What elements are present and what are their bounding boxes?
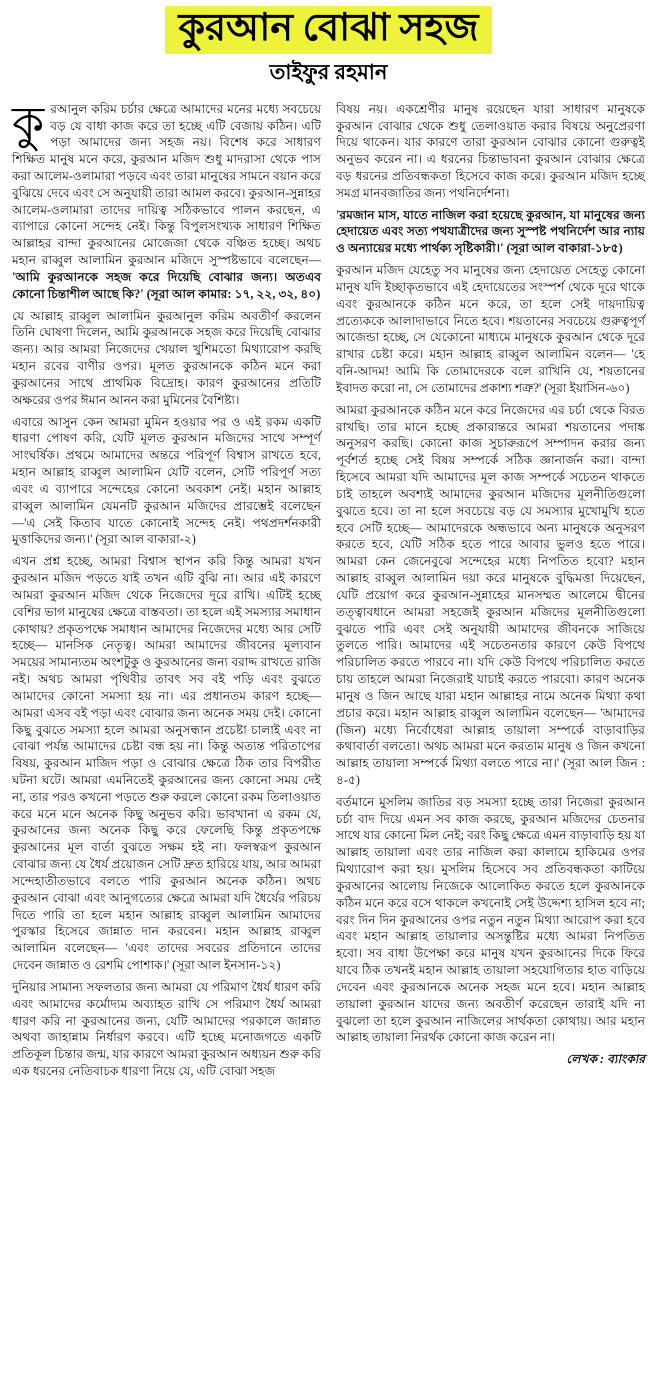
text-run: এখন প্রশ্ন হচ্ছে, আমরা বিশ্বাস স্থাপন করি কিন্তু আমরা যখন কুরআন মজিদ পড়তে যাই তখন এটি বুঝি না। আর এই কারণে আমরা কুরআন মজিদ থেকে নিজেদের দূরে রাখি। এটিই হচ্ছে বেশির ভাগ মানুষের ক্ষেত্রে বাস্তবতা। তা হলে এই সমস্যার সমাধান কোথায়? প্রকৃতপক্ষে সমাধান আমাদের নিজেদের মধ্যে আর সেটি হচ্ছে— মানসিক নেতৃত্ব। আমরা আমাদের জীবনের মূল্যবান সময়ের সামান্যতম অংশটুকু ও কুরআনের জন্য বরাদ্দ রাখতে রাজি নই। অথচ আমরা পৃথিবীর তাবৎ সব বই পড়ি এবং বুঝতে আমাদের কোনো সমস্যা হয় না। এর প্রধানতম কারণ হচ্ছে— আমরা এসব বই পড়া এবং বোঝার জন্য অনেক সময় দেই। কোনো কিছু বুঝতে সমস্যা হলে আমরা অনুসন্ধান প্রচেষ্টা চালাই এবং না বোঝা পর্যন্ত আমাদের চেষ্টা বন্ধ হয় না। কিন্তু অত্যন্ত পরিতাপের বিষয়, কুরআন মাজিদ পড়া ও বোঝার ক্ষেত্রে ঠিক তার বিপরীত ঘটনা ঘটে। আমরা এমনিতেই কুরআনের জন্য কোনো সময় দেই না, তার পরও কখনো পড়তে শুরু করলে কোনো রকম তিলাওয়াত করে মনে মনে অনেক কিছু অনুভব করি। ভাবখানা এ রকম যে, কুরআনের জন্য অনেক কিছু করে ফেলেছি কিন্তু প্রকৃতপক্ষে কুরআনের মূল বার্তা বুঝতে সক্ষম হই না। ফলস্বরূপ কুরআন বোঝার জন্য যে ধৈর্য প্রয়োজন সেটি দ্রুত হারিয়ে যায়, আর আমরা সন্দেহাতীতভাবে বলতে পারি কুরআন অনেক কঠিন। অথচ কুরআন বোঝা এবং আনুগত্যের ক্ষেত্রে আমরা যদি ধৈর্যের পরিচয় দিতে পারি তা হলে মহান আল্লাহ রাব্বুল আলামিন আমাদের পুরস্কার হিসেবে জান্নাত দান করবেন। মহান আল্লাহ রাব্বুল আলামিন বলেছেন— 'এবং তাদের সবরের প্রতিদানে তাদের দেবেন জান্নাত ও রেশমি পোশাক।' (সূরা আল ইনসান-১২) xyxy=(12,554,321,973)
paragraph xyxy=(336,402,645,789)
author-footer xyxy=(336,1051,645,1068)
text-run: বিষয় নয়। একশ্রেণীর মানুষ রয়েছেন যারা সাধারণ মানুষকে কুরআন বোঝার থেকে শুধু তেলাওয়াত করার বিষয়ে অনুপ্রেরণা দিয়ে থাকেন। যার কারণে তারা কুরআন বোঝার কোনো গুরুত্বই অনুভব করেন না। এ ধরনের চিন্তাভাবনা কুরআন বোঝার ক্ষেত্রে বড় ধরনের প্রতিবন্ধকতা হিসেবে কাজ করে। কুরআন মজিদ হচ্ছে সমগ্র মানবজাতির জন্য পথনির্দেশনা। xyxy=(336,101,645,200)
text-run: লেখক : ব্যাংকার xyxy=(566,1052,645,1067)
article-body xyxy=(12,97,645,1080)
paragraph xyxy=(336,794,645,1046)
text-run: যে আল্লাহ রাব্বুল আলামিন কুরআনুল করিম অবতীর্ণ করলেন তিনি ঘোষণা দিলেন, আমি কুরআনকে সহজ করে দিয়েছি বোঝার জন্য। আর আমরা নিজেদের খেয়াল খুশিমতো মিথ্যারোপ করছি মহান রবের বাণীর ওপর। মূলত কুরআনকে কঠিন মনে করা কুরআনের সাথে প্রাথমিক বিদ্রোহ। কারণ কুরআনের প্রতিটি অক্ষরের ওপর ঈমান আনন করা মুমিনের বৈশিষ্ট্য। xyxy=(12,308,321,407)
text-run: 'রমজান মাস, যাতে নাজিল করা হয়েছে কুরআন, যা মানুষের জন্য হেদায়েত এবং সত্য পথযাত্রীদের জন্য সুস্পষ্ট পথনির্দেশ আর ন্যায় ও অন্যায়ের মধ্যে পার্থক্য সৃষ্টিকারী।' (সূরা আল বাকারা-১৮৫) xyxy=(336,207,645,256)
paragraph xyxy=(336,101,645,202)
paragraph xyxy=(12,553,321,974)
text-run: 'আমি কুরআনকে সহজ করে দিয়েছি বোঝার জন্য। অতএব কোনো চিন্তাশীল আছে কি?' (সূরা আল কামার: ১৭, ২২, ৩২, ৪০) xyxy=(12,269,321,301)
text-run: বর্তমানে মুসলিম জাতির বড় সমস্যা হচ্ছে তারা নিজেরা কুরআন চর্চা বাদ দিয়ে এমন সব কাজ করছে, কুরআন মজিদের চেতনার সাথে যার কোনো মিল নেই; বরং কিছু ক্ষেত্রে এমন বাড়াবাড়ি হয় যা আল্লাহ তায়ালা এবং তার নাজিল করা কালামে হাকিমের ওপর মিথ্যারোপ করা হয়। মুসলিম হিসেবে সব প্রতিবন্ধকতা কাটিয়ে কুরআনের আলোয় নিজেকে আলোকিত করতে হলে কুরআনকে কঠিন মনে করে বসে থাকলে কখনোই সেই উদ্দেশ্য হাসিল হবে না; বরং দিন দিন কুরআনের ওপর নতুন নতুন মিথ্যা আরোপ করা হবে এবং মহান আল্লাহ তায়ালার অসন্তুষ্টির মধ্যে আমরা নিপতিত হবো। সব বাধা উপেক্ষা করে মানুষ যখন কুরআনের দিকে ফিরে যাবে ঠিক তখনই মহান আল্লাহ তায়ালা সহযোগিতার হাত বাড়িয়ে দেবেন এবং কুরআনকে অনেক সহজ মনে হবে। মহান আল্লাহ তায়ালা কুরআন যাদের জন্য অবতীর্ণ করেছেন তারাই যদি না বুঝলো তা হলে কুরআন নাজিলের সার্থকতা কোথায়। আর মহান আল্লাহ তায়ালা নিরর্থক কোনো কাজ করেন না। xyxy=(336,794,645,1045)
lead-paragraph xyxy=(12,97,321,303)
paragraph xyxy=(12,979,321,1080)
paragraph xyxy=(336,262,645,397)
text-run: দুনিয়ার সামান্য সফলতার জন্য আমরা যে পরিমাণ ধৈর্য ধারণ করি এবং আমাদের কর্মোদ্যম অব্যাহত রাখি সে পরিমাণ ধৈর্য আমরা ধারণ করি না কুরআনের জন্য, যেটি আমাদের পরকালে জান্নাত অথবা জাহান্নাম নির্ধারণ করবে। এটি হচ্ছে মনোজগতে একটি প্রতিকূল চিন্তার জন্ম, যার কারণে আমরা কুরআন অধ্যয়ন শুরু করি এক ধরনের নেতিবাচক ধারণা নিয়ে যে, এটি বোঝা সহজ xyxy=(12,979,321,1079)
text-run: এবারে আসুন কেন আমরা মুমিন হওয়ার পর ও এই রকম একটি ধারণা পোষণ করি, যেটি মূলত কুরআন মজিদের সাথে সম্পূর্ণ সাংঘর্ষিক। প্রথমে আমাদের অন্তরে পরিপূর্ণ বিশ্বাস রাখতে হবে, মহান আল্লাহ রাব্বুল আলামিন যেটি বলেন, সেটি পরিপূর্ণ সত্য এবং এ ব্যাপারে সন্দেহের কোনো অবকাশ নেই। মহান আল্লাহ রাব্বুল আলামিন যেমনটি কুরআন মজিদের প্রারম্ভেই বলেছেন—'এ সেই কিতাব যাতে কোনোই সন্দেহ নেই। পথপ্রদর্শনকারী মুত্তাকিদের জন্য।' (সূরা আল বাকারা-২) xyxy=(12,414,321,547)
drop-cap: কু xyxy=(12,97,45,149)
masthead xyxy=(12,6,645,54)
text-run: রআনুল করিম চর্চার ক্ষেত্রে আমাদের মনের মধ্যে সবচেয়ে বড় যে বাধা কাজ করে তা হচ্ছে এটি বেজায় কঠিন। এটি পড়া আমাদের জন্য সহজ নয়। বিশেষ করে সাধারণ শিক্ষিত মানুষ মনে করে, কুরআন মজিদ শুধু মাদরাসা থেকে পাস করা আলেম-ওলামারা পড়বে এবং তারা মানুষের সামনে বয়ান করে বুঝিয়ে দেবে এবং সে অনুযায়ী তারা আমল করবে। কুরআন-সুন্নাহর আলেম-ওলামারা তাদের দায়িত্ব সঠিকভাবে পালন করছেন, এ ব্যাপারে কোনো সন্দেহ নেই। কিন্তু বিপুলসংখ্যক সাধারণ শিক্ষিত আল্লাহর বান্দা কুরআনের মোজেজা থেকে বঞ্চিত হচ্ছে। অথচ মহান রাব্বুল আলামিন কুরআন মজিদে সুস্পষ্টভাবে বলেছেন— xyxy=(12,101,321,268)
paragraph xyxy=(12,414,321,549)
author-byline: তাইফুর রহমান xyxy=(269,59,388,84)
text-run: কুরআন মজিদ যেহেতু সব মানুষের জন্য হেদায়েত সেহেতু কোনো মানুষ যদি ইচ্ছাকৃতভাবে এই হেদায়েতের সংস্পর্শ থেকে দূরে থাকে এবং কুরআনকে কঠিন মনে করে, তা হলে সেই দায়দায়িত্ব প্রত্যেককে আলাদাভাবে নিতে হবে। শয়তানের সবচেয়ে গুরুত্বপূর্ণ আজেন্ডা হচ্ছে, সে যেকোনো মাধ্যমে মানুষকে কুরআন থেকে দূরে রাখার চেষ্টা করে। মহান আল্লাহ রাব্বুল আলামিন বলেন— 'হে বনি-আদম! আমি কি তোমাদেরকে বলে রাখিনি যে, শয়তানের ইবাদত করো না, সে তোমাদের প্রকাশ্য শত্রু?' (সূরা ইয়াসিন-৬০) xyxy=(336,263,645,395)
quote-paragraph xyxy=(336,207,645,257)
column-right xyxy=(336,101,645,1068)
paragraph xyxy=(12,308,321,409)
page-title: কুরআন বোঝা সহজ xyxy=(165,6,493,54)
column-left xyxy=(12,97,321,1080)
text-run: আমরা কুরআনকে কঠিন মনে করে নিজেদের এর চর্চা থেকে বিরত রাখছি। তার মানে হচ্ছে প্রকারান্তরে আমরা শয়তানের পদাঙ্ক অনুসরণ করছি। কোনো কাজ সুচারুরূপে সম্পাদন করার জন্য পূর্বশর্ত হচ্ছে সেই বিষয় সম্পর্কে সঠিক জ্ঞানার্জন করা। বান্দা হিসেবে আমরা যদি আমাদের মূল কাজ সম্পর্কে সচেতন থাকতে চাই তাহলে অবশ্যই আমাদের কুরআন মজিদের মূলনীতিগুলো বুঝতে হবে। তা না হলে সবচেয়ে বড় যে সমস্যার মুখোমুখি হতে হবে সেটি হচ্ছে— আমাদেরকে অন্ধভাবে অন্য মানুষকে অনুসরণ করতে হবে, যেটি সঠিক হতে পারে আবার ভুলও হতে পারে। আমরা কেন জেনেবুঝে সন্দেহের মধ্যে নিপতিত হবো? মহান আল্লাহ রাব্বুল আলামিন দয়া করে মানুষকে বুদ্ধিমত্তা দিয়েছেন, যেটি প্রয়োগ করে কুরআন-সুন্নাহের মানসম্মত আলেমে দ্বীনের তত্ত্বাবধানে আমরা সহজেই কুরআন মজিদের মূলনীতিগুলো বুঝতে পারি এবং সেই অনুযায়ী আমাদের জীবনকে সাজিয়ে তুলতে পারি। আমাদের এই সচেতনতার কারণে কেউ বিপথে পরিচালিত করতে পারবে না। যদি কেউ বিপথে পরিচালিত করতে চায় তাহলে আমরা নিজেরাই যাচাই করতে পারবো। কারণ অনেক মানুষ ও জিন আছে যারা মহান আল্লাহর নামে অনেক মিথ্যা কথা প্রচার করে। মহান আল্লাহ রাব্বুল আলামিন বলেছেন— 'আমাদের (জিন) মধ্যে নির্বোধেরা আল্লাহ তায়ালা সম্পর্কে বাড়াবাড়ির কথাবার্তা বলতো। অথচ আমরা মনে করতাম মানুষ ও জিন কখনো আল্লাহ তায়ালা সম্পর্কে মিথ্যা বলতে পারে না।' (সূরা আল জিন : ৪-৫) xyxy=(336,402,645,787)
